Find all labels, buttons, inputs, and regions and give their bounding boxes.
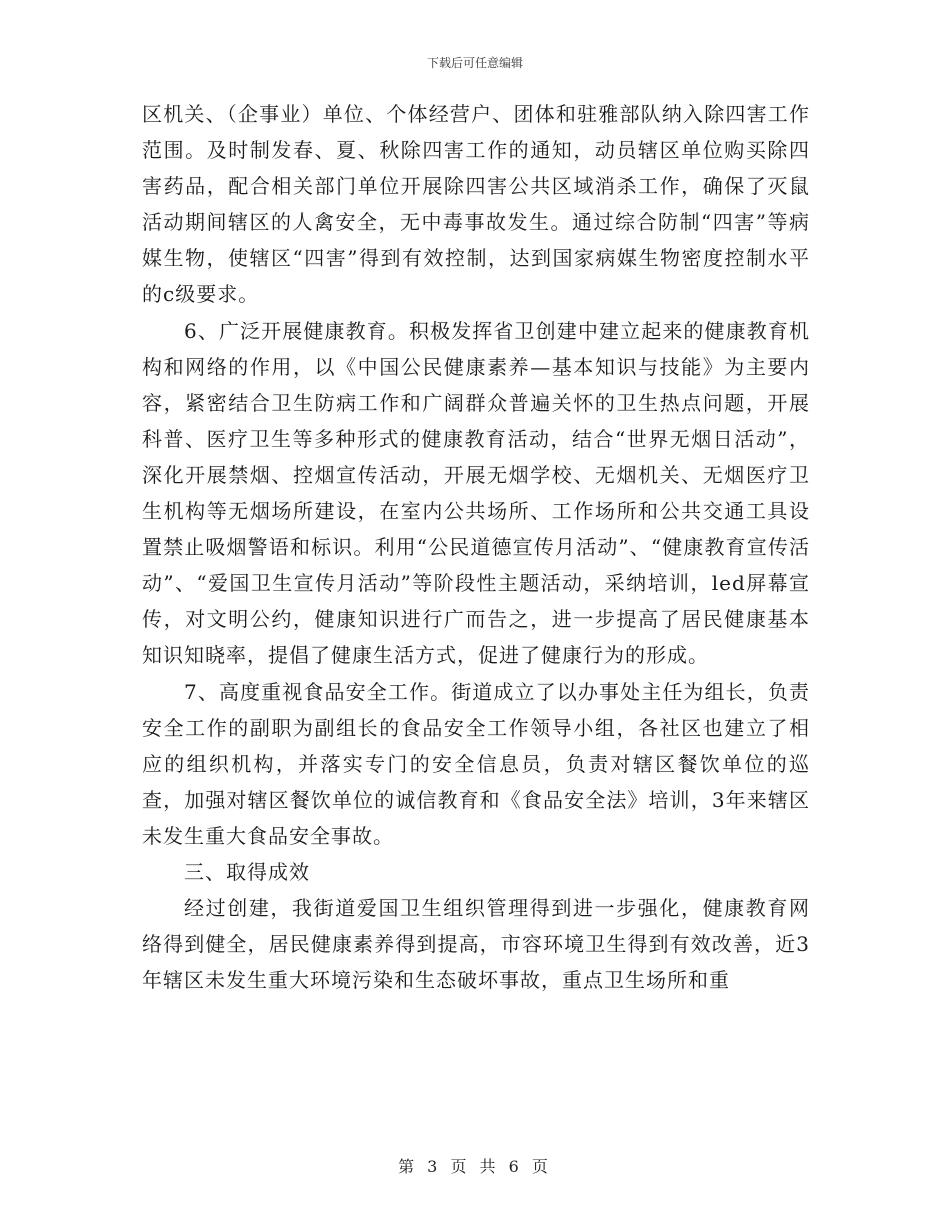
document-body xyxy=(142,96,810,998)
paragraph-results: 经过创建，我街道爱国卫生组织管理得到进一步强化，健康教育网络得到健全，居民健康素养得到提高，市容环境卫生得到有效改善，近3年辖区未发生重大环境污染和生态破坏事故，重点卫生场所和重 xyxy=(142,896,810,993)
page-header: 下载后可任意编辑 xyxy=(426,56,523,70)
paragraph-health-education: 6、广泛开展健康教育。积极发挥省卫创建中建立起来的健康教育机构和网络的作用，以《中国公民健康素养—基本知识与技能》为主要内容，紧密结合卫生防病工作和广阔群众普遍关怀的卫生热点问题，开展科普、医疗卫生等多种形式的健康教育活动，结合“世界无烟日活动”，深化开展禁烟、控烟宣传活动，开展无烟学校、无烟机关、无烟医疗卫生机构等无烟场所建设，在室内公共场所、工作场所和公共交通工具设置禁止吸烟警语和标识。利用“公民道德宣传月活动”、“健康教育宣传活动”、“爱国卫生宣传月活动”等阶段性主题活动，采纳培训，led屏幕宣传，对文明公约，健康知识进行广而告之，进一步提高了居民健康基本知识知晓率，提倡了健康生活方式，促进了健康行为的形成。 xyxy=(142,318,810,668)
paragraph-food-safety: 7、高度重视食品安全工作。街道成立了以办事处主任为组长，负责安全工作的副职为副组长的食品安全工作领导小组，各社区也建立了相应的组织机构，并落实专门的安全信息员，负责对辖区餐饮单位的巡查，加强对辖区餐饮单位的诚信教育和《食品安全法》培训，3年来辖区未发生重大食品安全事故。 xyxy=(142,679,810,848)
paragraph-continuation: 区机关、（企事业）单位、个体经营户、团体和驻雅部队纳入除四害工作范围。及时制发春、夏、秋除四害工作的通知，动员辖区单位购买除四害药品，配合相关部门单位开展除四害公共区域消杀工作，确保了灭鼠活动期间辖区的人禽安全，无中毒事故发生。通过综合防制“四害”等病媒生物，使辖区“四害”得到有效控制，达到国家病媒生物密度控制水平的c级要求。 xyxy=(142,102,810,307)
page-footer: 第 3 页 共 6 页 xyxy=(398,1157,552,1176)
section-heading-results: 三、取得成效 xyxy=(184,859,310,884)
